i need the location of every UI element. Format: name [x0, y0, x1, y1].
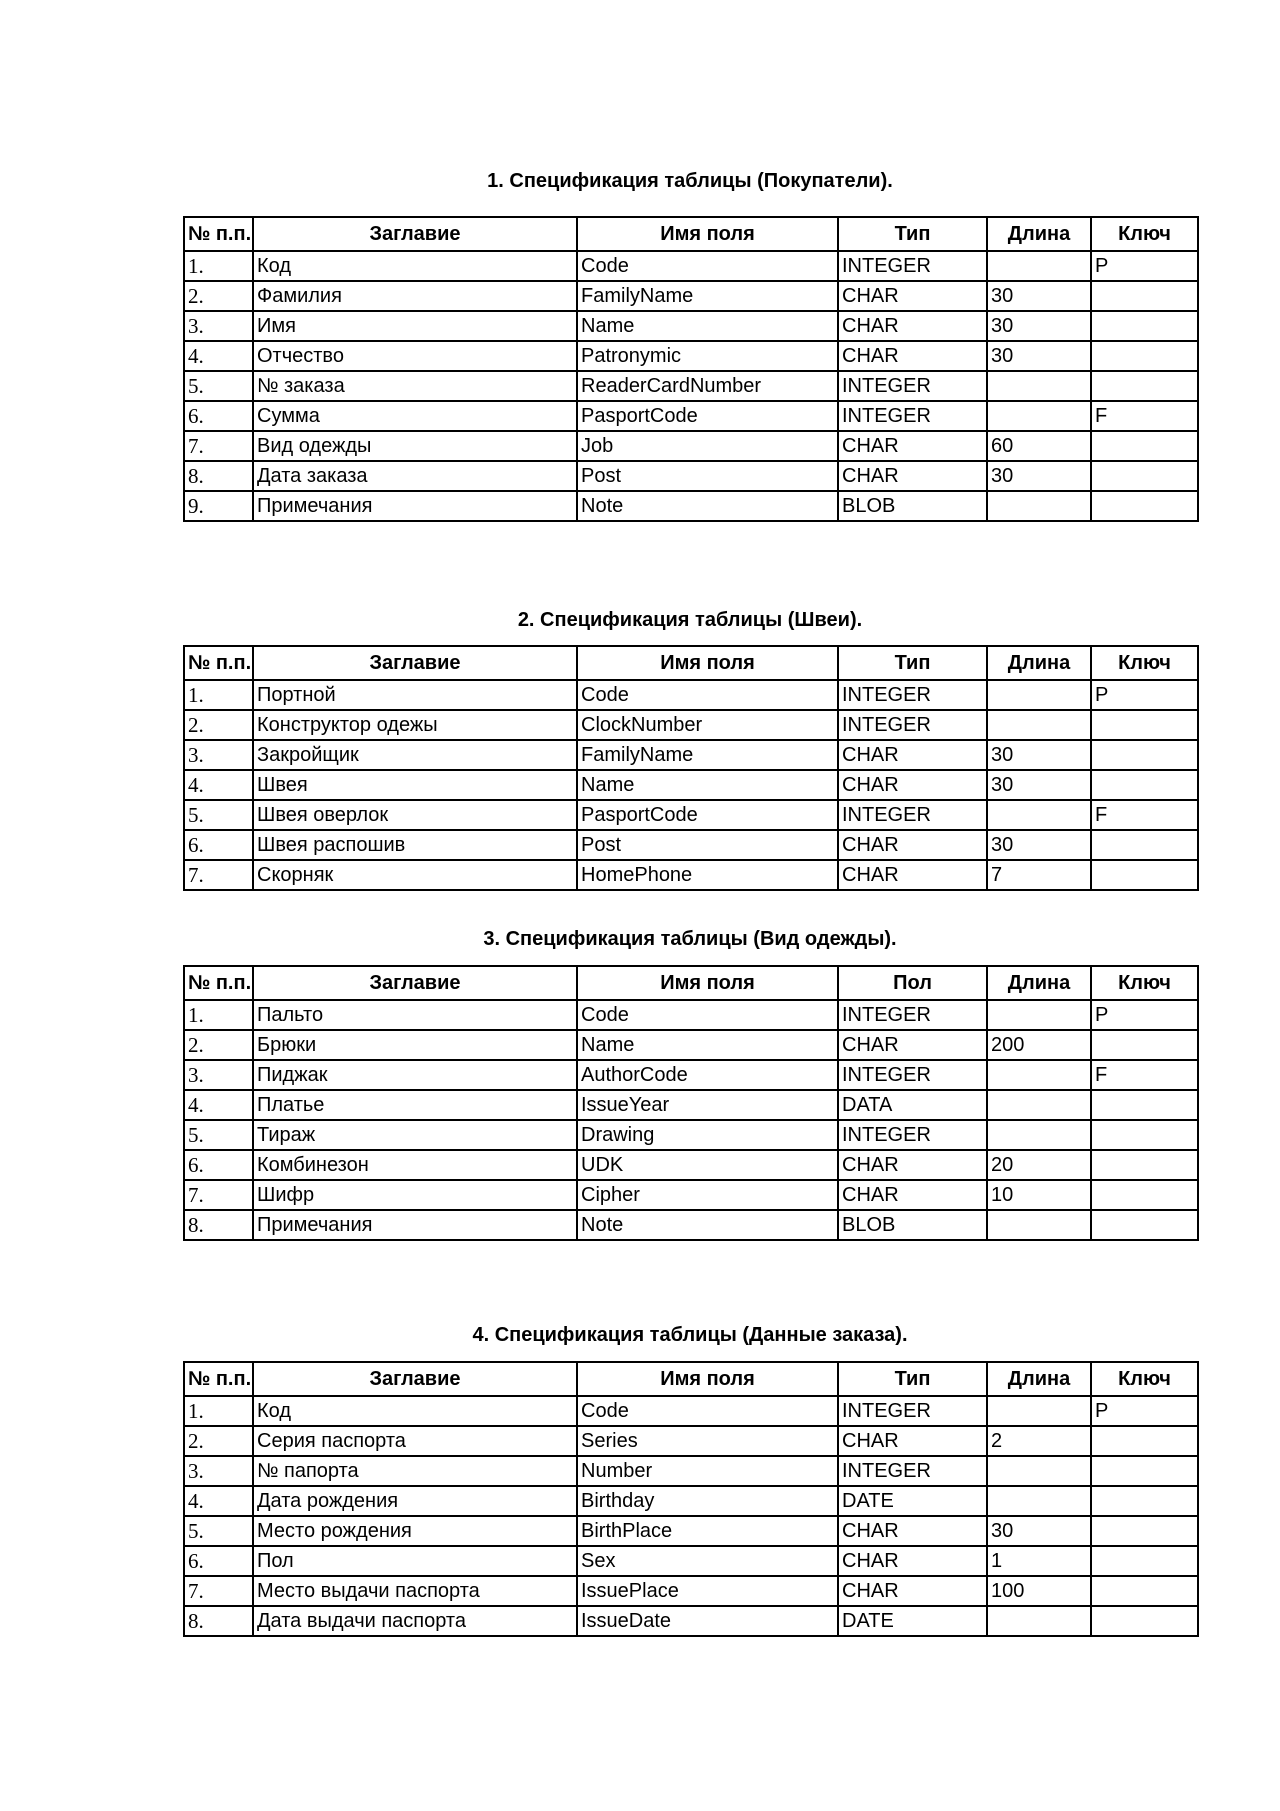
cell-field-type: DATE: [838, 1486, 987, 1516]
cell-field-caption: Место рождения: [253, 1516, 577, 1546]
cell-field-caption: Вид одежды: [253, 431, 577, 461]
cell-field-type: CHAR: [838, 1150, 987, 1180]
cell-row-number: 2.: [184, 1030, 253, 1060]
cell-field-type: INTEGER: [838, 251, 987, 281]
cell-row-number: 4.: [184, 341, 253, 371]
cell-field-type: CHAR: [838, 1576, 987, 1606]
cell-field-key: [1091, 1150, 1198, 1180]
cell-field-type: INTEGER: [838, 1456, 987, 1486]
section-1-title: 1. Спецификация таблицы (Покупатели).: [487, 170, 893, 192]
cell-field-key: [1091, 1426, 1198, 1456]
column-header-field-length: Длина: [987, 966, 1091, 1000]
section-4-title: 4. Спецификация таблицы (Данные заказа).: [472, 1324, 908, 1346]
cell-field-caption: Закройщик: [253, 740, 577, 770]
cell-field-length: [987, 1486, 1091, 1516]
cell-field-length: 30: [987, 281, 1091, 311]
column-header-field-type: Тип: [838, 646, 987, 680]
table-row: [184, 311, 1198, 341]
spec-table-4: [183, 1361, 1199, 1637]
cell-field-key: P: [1091, 1396, 1198, 1426]
cell-row-number: 5.: [184, 1120, 253, 1150]
column-header-field-key: Ключ: [1091, 966, 1198, 1000]
cell-field-name: Patronymic: [577, 341, 838, 371]
cell-row-number: 6.: [184, 1546, 253, 1576]
cell-field-name: ReaderCardNumber: [577, 371, 838, 401]
cell-field-type: CHAR: [838, 770, 987, 800]
table-row: [184, 1150, 1198, 1180]
cell-row-number: 1.: [184, 680, 253, 710]
cell-field-type: INTEGER: [838, 710, 987, 740]
table-row: [184, 1426, 1198, 1456]
cell-field-length: [987, 371, 1091, 401]
table-row: [184, 830, 1198, 860]
column-header-field-name: Имя поля: [577, 646, 838, 680]
cell-field-name: Birthday: [577, 1486, 838, 1516]
table-row: [184, 1180, 1198, 1210]
cell-field-length: 30: [987, 311, 1091, 341]
column-header-field-length: Длина: [987, 646, 1091, 680]
cell-field-name: AuthorCode: [577, 1060, 838, 1090]
cell-field-length: 200: [987, 1030, 1091, 1060]
cell-field-key: [1091, 740, 1198, 770]
cell-field-type: DATA: [838, 1090, 987, 1120]
cell-field-length: 1: [987, 1546, 1091, 1576]
cell-field-name: Series: [577, 1426, 838, 1456]
column-header-row-number: № п.п.: [184, 1362, 253, 1396]
cell-field-key: [1091, 281, 1198, 311]
cell-field-name: Note: [577, 1210, 838, 1240]
cell-field-type: INTEGER: [838, 371, 987, 401]
table-row: [184, 1516, 1198, 1546]
cell-field-type: INTEGER: [838, 680, 987, 710]
table-row: [184, 740, 1198, 770]
cell-field-name: Name: [577, 1030, 838, 1060]
cell-field-type: INTEGER: [838, 1120, 987, 1150]
column-header-field-caption: Заглавие: [253, 646, 577, 680]
cell-field-type: CHAR: [838, 311, 987, 341]
cell-field-key: F: [1091, 1060, 1198, 1090]
column-header-row-number: № п.п.: [184, 217, 253, 251]
cell-field-name: Name: [577, 311, 838, 341]
cell-field-name: ClockNumber: [577, 710, 838, 740]
cell-field-type: CHAR: [838, 740, 987, 770]
cell-field-type: DATE: [838, 1606, 987, 1636]
cell-field-caption: Дата рождения: [253, 1486, 577, 1516]
table-row: [184, 1606, 1198, 1636]
table-row: [184, 1456, 1198, 1486]
cell-field-type: BLOB: [838, 491, 987, 521]
cell-field-name: Cipher: [577, 1180, 838, 1210]
cell-field-name: Note: [577, 491, 838, 521]
cell-field-type: CHAR: [838, 830, 987, 860]
cell-field-type: INTEGER: [838, 1060, 987, 1090]
cell-field-type: CHAR: [838, 281, 987, 311]
cell-field-key: [1091, 431, 1198, 461]
cell-row-number: 4.: [184, 1486, 253, 1516]
cell-row-number: 5.: [184, 800, 253, 830]
cell-field-name: FamilyName: [577, 740, 838, 770]
cell-field-length: [987, 680, 1091, 710]
cell-field-key: P: [1091, 680, 1198, 710]
cell-row-number: 1.: [184, 251, 253, 281]
cell-field-caption: Швея распошив: [253, 830, 577, 860]
column-header-field-type: Тип: [838, 217, 987, 251]
cell-field-length: [987, 800, 1091, 830]
table-header-row: [184, 646, 1198, 680]
spec-table-1: [183, 216, 1199, 522]
table-row: [184, 770, 1198, 800]
cell-field-key: F: [1091, 401, 1198, 431]
cell-field-length: 100: [987, 1576, 1091, 1606]
cell-field-caption: № заказа: [253, 371, 577, 401]
table-row: [184, 401, 1198, 431]
cell-field-length: [987, 1606, 1091, 1636]
cell-field-length: 20: [987, 1150, 1091, 1180]
table-row: [184, 371, 1198, 401]
cell-row-number: 3.: [184, 1456, 253, 1486]
cell-field-length: [987, 251, 1091, 281]
table-row: [184, 710, 1198, 740]
cell-field-type: CHAR: [838, 1180, 987, 1210]
cell-field-caption: Код: [253, 251, 577, 281]
cell-field-key: [1091, 1606, 1198, 1636]
table-row: [184, 1546, 1198, 1576]
column-header-row-number: № п.п.: [184, 966, 253, 1000]
cell-field-key: [1091, 1456, 1198, 1486]
cell-field-type: CHAR: [838, 461, 987, 491]
cell-field-length: 30: [987, 341, 1091, 371]
cell-row-number: 8.: [184, 1606, 253, 1636]
table-row: [184, 341, 1198, 371]
cell-field-name: Job: [577, 431, 838, 461]
table-row: [184, 860, 1198, 890]
table-row: [184, 1210, 1198, 1240]
cell-field-type: INTEGER: [838, 1000, 987, 1030]
cell-field-name: PasportCode: [577, 800, 838, 830]
table-header-row: [184, 217, 1198, 251]
cell-field-type: INTEGER: [838, 800, 987, 830]
cell-field-name: BirthPlace: [577, 1516, 838, 1546]
cell-field-length: 30: [987, 461, 1091, 491]
cell-field-key: P: [1091, 1000, 1198, 1030]
column-header-field-caption: Заглавие: [253, 217, 577, 251]
cell-field-caption: Комбинезон: [253, 1150, 577, 1180]
table-row: [184, 1000, 1198, 1030]
table-row: [184, 251, 1198, 281]
cell-field-type: CHAR: [838, 1426, 987, 1456]
cell-field-name: FamilyName: [577, 281, 838, 311]
cell-field-caption: Серия паспорта: [253, 1426, 577, 1456]
cell-field-name: Code: [577, 251, 838, 281]
cell-field-length: 7: [987, 860, 1091, 890]
section-2-title: 2. Спецификация таблицы (Швеи).: [517, 609, 863, 631]
cell-field-caption: Швея оверлок: [253, 800, 577, 830]
cell-field-length: [987, 1210, 1091, 1240]
cell-field-name: Code: [577, 680, 838, 710]
cell-field-length: 10: [987, 1180, 1091, 1210]
table-row: [184, 800, 1198, 830]
cell-field-type: CHAR: [838, 1030, 987, 1060]
cell-row-number: 7.: [184, 431, 253, 461]
cell-row-number: 5.: [184, 1516, 253, 1546]
table-row: [184, 1486, 1198, 1516]
cell-field-name: Code: [577, 1396, 838, 1426]
table-row: [184, 281, 1198, 311]
cell-field-key: F: [1091, 800, 1198, 830]
cell-field-length: [987, 1456, 1091, 1486]
cell-field-key: [1091, 1486, 1198, 1516]
cell-row-number: 3.: [184, 1060, 253, 1090]
cell-field-key: [1091, 371, 1198, 401]
cell-field-caption: Пол: [253, 1546, 577, 1576]
cell-field-length: 60: [987, 431, 1091, 461]
column-header-row-number: № п.п.: [184, 646, 253, 680]
column-header-field-key: Ключ: [1091, 646, 1198, 680]
cell-field-name: UDK: [577, 1150, 838, 1180]
cell-field-length: [987, 1120, 1091, 1150]
table-row: [184, 1396, 1198, 1426]
cell-field-caption: Фамилия: [253, 281, 577, 311]
cell-field-length: 30: [987, 740, 1091, 770]
table-row: [184, 431, 1198, 461]
cell-row-number: 3.: [184, 311, 253, 341]
section-3-title: 3. Спецификация таблицы (Вид одежды).: [483, 928, 897, 950]
cell-row-number: 1.: [184, 1396, 253, 1426]
cell-field-caption: Платье: [253, 1090, 577, 1120]
cell-field-key: [1091, 1090, 1198, 1120]
cell-field-length: [987, 401, 1091, 431]
cell-field-type: CHAR: [838, 1546, 987, 1576]
cell-field-caption: Швея: [253, 770, 577, 800]
cell-row-number: 6.: [184, 401, 253, 431]
table-row: [184, 461, 1198, 491]
column-header-field-name: Имя поля: [577, 217, 838, 251]
column-header-field-type: Пол: [838, 966, 987, 1000]
cell-field-length: [987, 710, 1091, 740]
cell-field-key: [1091, 1030, 1198, 1060]
table-header-row: [184, 1362, 1198, 1396]
cell-field-name: IssueDate: [577, 1606, 838, 1636]
column-header-field-length: Длина: [987, 217, 1091, 251]
cell-field-caption: Тираж: [253, 1120, 577, 1150]
cell-field-length: 30: [987, 830, 1091, 860]
cell-field-name: HomePhone: [577, 860, 838, 890]
table-header-row: [184, 966, 1198, 1000]
cell-field-type: CHAR: [838, 341, 987, 371]
cell-field-key: [1091, 491, 1198, 521]
cell-row-number: 7.: [184, 1576, 253, 1606]
column-header-field-name: Имя поля: [577, 966, 838, 1000]
cell-field-key: [1091, 461, 1198, 491]
cell-field-type: CHAR: [838, 1516, 987, 1546]
cell-field-name: IssueYear: [577, 1090, 838, 1120]
cell-field-length: [987, 491, 1091, 521]
cell-field-caption: Конструктор одежы: [253, 710, 577, 740]
cell-field-length: [987, 1090, 1091, 1120]
column-header-field-caption: Заглавие: [253, 966, 577, 1000]
cell-field-length: 30: [987, 1516, 1091, 1546]
cell-field-caption: Код: [253, 1396, 577, 1426]
cell-row-number: 6.: [184, 1150, 253, 1180]
cell-field-key: [1091, 311, 1198, 341]
cell-field-key: [1091, 341, 1198, 371]
cell-row-number: 6.: [184, 830, 253, 860]
cell-field-key: [1091, 1210, 1198, 1240]
cell-field-caption: Примечания: [253, 1210, 577, 1240]
cell-field-key: [1091, 860, 1198, 890]
cell-field-length: [987, 1060, 1091, 1090]
cell-field-key: [1091, 1516, 1198, 1546]
cell-field-caption: Дата заказа: [253, 461, 577, 491]
column-header-field-key: Ключ: [1091, 1362, 1198, 1396]
cell-field-caption: Дата выдачи паспорта: [253, 1606, 577, 1636]
cell-field-caption: Сумма: [253, 401, 577, 431]
cell-field-name: Drawing: [577, 1120, 838, 1150]
cell-row-number: 4.: [184, 1090, 253, 1120]
cell-field-caption: Пальто: [253, 1000, 577, 1030]
cell-field-name: Number: [577, 1456, 838, 1486]
column-header-field-length: Длина: [987, 1362, 1091, 1396]
cell-field-type: CHAR: [838, 431, 987, 461]
cell-field-key: [1091, 830, 1198, 860]
cell-field-caption: № папорта: [253, 1456, 577, 1486]
cell-field-name: Sex: [577, 1546, 838, 1576]
cell-field-key: [1091, 1180, 1198, 1210]
cell-field-key: P: [1091, 251, 1198, 281]
table-row: [184, 1060, 1198, 1090]
cell-field-type: INTEGER: [838, 1396, 987, 1426]
cell-field-caption: Пиджак: [253, 1060, 577, 1090]
cell-field-type: INTEGER: [838, 401, 987, 431]
table-row: [184, 680, 1198, 710]
cell-field-name: Post: [577, 830, 838, 860]
cell-field-type: BLOB: [838, 1210, 987, 1240]
cell-row-number: 1.: [184, 1000, 253, 1030]
cell-row-number: 7.: [184, 1180, 253, 1210]
table-row: [184, 1090, 1198, 1120]
cell-field-name: IssuePlace: [577, 1576, 838, 1606]
cell-field-name: PasportCode: [577, 401, 838, 431]
cell-row-number: 9.: [184, 491, 253, 521]
cell-field-key: [1091, 770, 1198, 800]
cell-field-name: Code: [577, 1000, 838, 1030]
cell-field-key: [1091, 710, 1198, 740]
column-header-field-key: Ключ: [1091, 217, 1198, 251]
cell-field-key: [1091, 1576, 1198, 1606]
cell-field-caption: Отчество: [253, 341, 577, 371]
cell-row-number: 2.: [184, 281, 253, 311]
cell-field-length: [987, 1396, 1091, 1426]
cell-field-length: [987, 1000, 1091, 1030]
cell-field-type: CHAR: [838, 860, 987, 890]
spec-table-2: [183, 645, 1199, 891]
table-row: [184, 1030, 1198, 1060]
table-row: [184, 491, 1198, 521]
cell-row-number: 2.: [184, 1426, 253, 1456]
column-header-field-type: Тип: [838, 1362, 987, 1396]
cell-field-name: Post: [577, 461, 838, 491]
column-header-field-caption: Заглавие: [253, 1362, 577, 1396]
cell-field-name: Name: [577, 770, 838, 800]
cell-field-caption: Место выдачи паспорта: [253, 1576, 577, 1606]
cell-row-number: 2.: [184, 710, 253, 740]
cell-field-caption: Шифр: [253, 1180, 577, 1210]
cell-row-number: 5.: [184, 371, 253, 401]
cell-field-caption: Портной: [253, 680, 577, 710]
cell-row-number: 4.: [184, 770, 253, 800]
cell-field-caption: Скорняк: [253, 860, 577, 890]
cell-row-number: 8.: [184, 1210, 253, 1240]
cell-field-length: 2: [987, 1426, 1091, 1456]
table-row: [184, 1576, 1198, 1606]
cell-row-number: 8.: [184, 461, 253, 491]
cell-field-key: [1091, 1546, 1198, 1576]
cell-field-caption: Брюки: [253, 1030, 577, 1060]
table-row: [184, 1120, 1198, 1150]
cell-field-length: 30: [987, 770, 1091, 800]
cell-row-number: 7.: [184, 860, 253, 890]
column-header-field-name: Имя поля: [577, 1362, 838, 1396]
cell-field-key: [1091, 1120, 1198, 1150]
cell-field-caption: Имя: [253, 311, 577, 341]
spec-table-3: [183, 965, 1199, 1241]
cell-field-caption: Примечания: [253, 491, 577, 521]
cell-row-number: 3.: [184, 740, 253, 770]
